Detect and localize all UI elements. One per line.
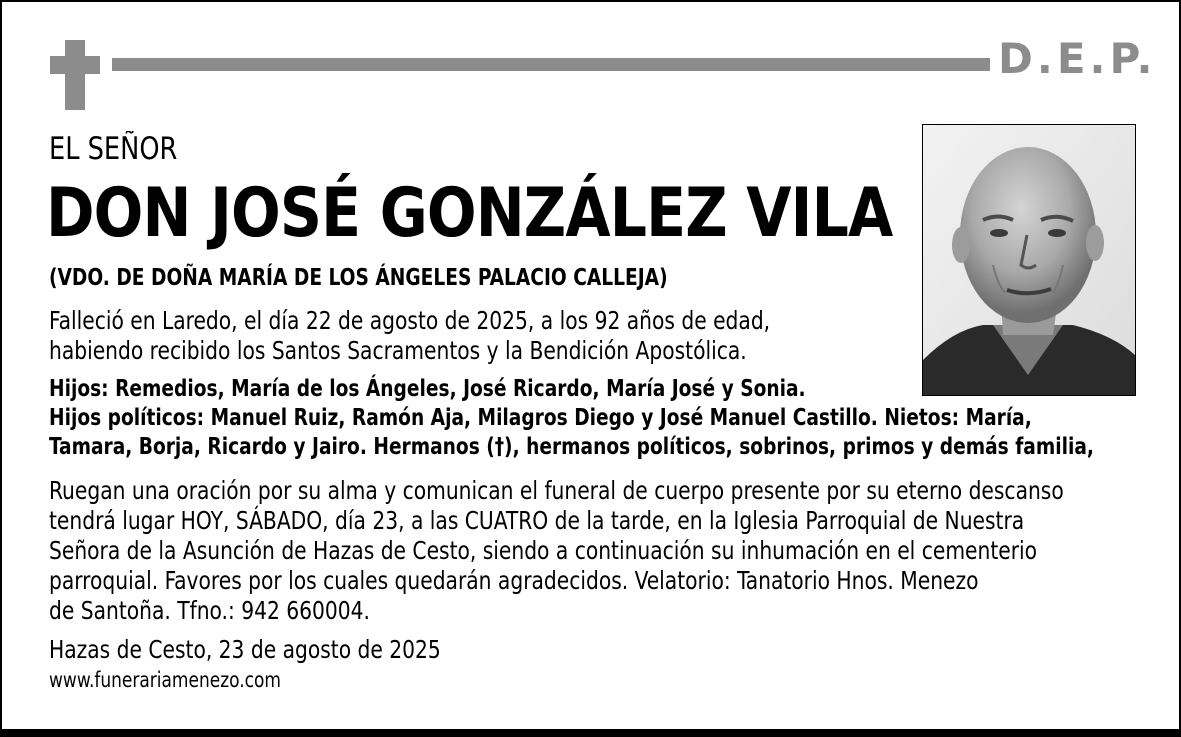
funeral-line: de Santoña. Tfno.: 942 660004. [49,596,370,625]
funeral-line: parroquial. Favores por los cuales quedarán agradecidos. Velatorio: Tanatorio Hnos. Menezo [49,566,979,595]
funeral-line: Ruegan una oración por su alma y comunican el funeral de cuerpo presente por su eterno descanso [49,476,1064,505]
header-divider [112,58,990,71]
cross-icon [50,40,100,110]
honorific: EL SEÑOR [49,131,178,167]
place-date: Hazas de Cesto, 23 de agosto de 2025 [49,635,441,664]
portrait-image [923,125,1135,395]
dep-label: D.E.P. [998,34,1157,83]
funeral-info [49,476,1064,626]
funeral-line: Señora de la Asunción de Hazas de Cesto, siendo a continuación su inhumación en el cementerio [49,536,1038,565]
family-line: Hijos: Remedios, María de los Ángeles, José Ricardo, María José y Sonia. [49,374,806,402]
family-line: Hijos políticos: Manuel Ruiz, Ramón Aja, Milagros Diego y José Manuel Castillo. Nietos: María, [49,403,1032,431]
death-notice-line: Falleció en Laredo, el día 22 de agosto de 2025, a los 92 años de edad, [49,306,771,335]
death-notice [49,306,770,366]
widower-of: (VDO. DE DOÑA MARÍA DE LOS ÁNGELES PALACIO CALLEJA) [49,265,668,291]
funeral-line: tendrá lugar HOY, SÁBADO, día 23, a las CUATRO de la tarde, en la Iglesia Parroquial de Nuestra [49,506,1025,535]
deceased-name: DON JOSÉ GONZÁLEZ VILA [46,174,893,253]
family-line: Tamara, Borja, Ricardo y Jairo. Hermanos (†), hermanos políticos, sobrinos, primos y demás familia, [49,432,1094,460]
website-link[interactable]: www.funerariamenezo.com [49,668,281,692]
deceased-portrait [922,124,1136,396]
death-notice-line: habiendo recibido los Santos Sacramentos y la Bendición Apostólica. [49,336,747,365]
